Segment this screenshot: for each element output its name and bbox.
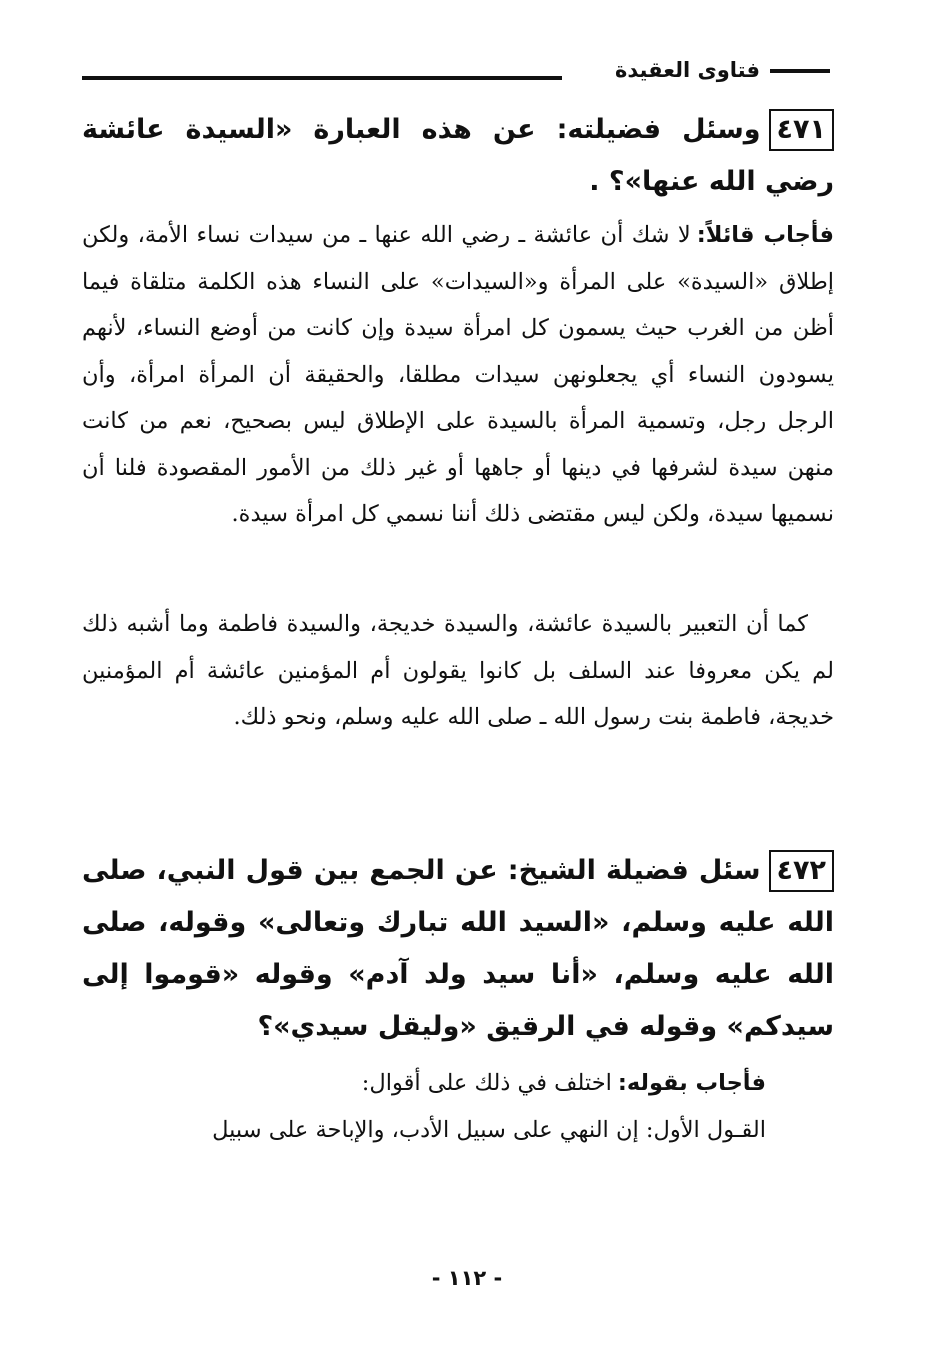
page-number: - ١١٢ - (431, 1266, 503, 1290)
question-471 (82, 104, 834, 208)
answer-471-text-1: لا شك أن عائشة ـ رضي الله عنها ـ من سيدات نساء الأمة، ولكن إطلاق «السيدة» على المرأة و«السيدات» على النساء هذه الكلمة متلقاة فيما أظن من الغرب حيث يسمون كل امرأة سيدة وإن كانت من أوضع النساء، لأنهم يسودون النساء أي يجعلونهن سيدات مطلقا، والحقيقة أن المرأة امرأة، وأن الرجل رجل، وتسمية المرأة بالسيدة على الإطلاق ليس بصحيح، نعم من كانت منهن سيدة لشرفها في دينها أو جاهها أو غير ذلك من الأمور المقصودة فلنا أن نسميها سيدة، ولكن ليس مقتضى ذلك أننا نسمي كل امرأة سيدة. (82, 222, 834, 527)
question-471-text: وسئل فضيلته: عن هذه العبارة «السيدة عائشة رضي الله عنها»؟ . (82, 114, 834, 197)
running-header (82, 52, 830, 92)
answer-471-paragraph-2 (82, 601, 834, 741)
first-opinion-label: القـول الأول: (645, 1116, 766, 1143)
question-472-text: سئل فضيلة الشيخ: عن الجمع بين قول النبي، صلى الله عليه وسلم، «السيد الله تبارك وتعالى» وقوله، صلى الله عليه وسلم، «أنا سيد ولد آدم» وقوله «قوموا إلى سيدكم» وقوله في الرقيق «وليقل سيدي»؟ (82, 855, 834, 1042)
question-number-472: ٤٧٢ (769, 850, 834, 892)
header-title: فتاوى العقيدة (615, 58, 760, 82)
question-472 (82, 845, 834, 1053)
header-rule (82, 76, 562, 80)
question-number-471: ٤٧١ (769, 109, 834, 151)
answer-471-lead: فأجاب قائلاً: (696, 222, 834, 248)
answer-472-intro-line (82, 1060, 834, 1107)
answer-472-lead: فأجاب بقوله: (617, 1070, 766, 1096)
header-dash (770, 69, 830, 73)
first-opinion-text: إن النهي على سبيل الأدب، والإباحة على سبيل (212, 1116, 639, 1143)
answer-472-intro: اختلف في ذلك على أقوال: (361, 1070, 612, 1096)
first-opinion-line (82, 1107, 834, 1154)
answer-471-text-2: كما أن التعبير بالسيدة عائشة، والسيدة خديجة، والسيدة فاطمة وما أشبه ذلك لم يكن معروفا عند السلف بل كانوا يقولون أم المؤمنين عائشة أم المؤمنين خديجة، فاطمة بنت رسول الله ـ صلى الله عليه وسلم، ونحو ذلك. (82, 611, 834, 730)
answer-472 (82, 1060, 834, 1153)
answer-471-paragraph-1 (82, 212, 834, 538)
